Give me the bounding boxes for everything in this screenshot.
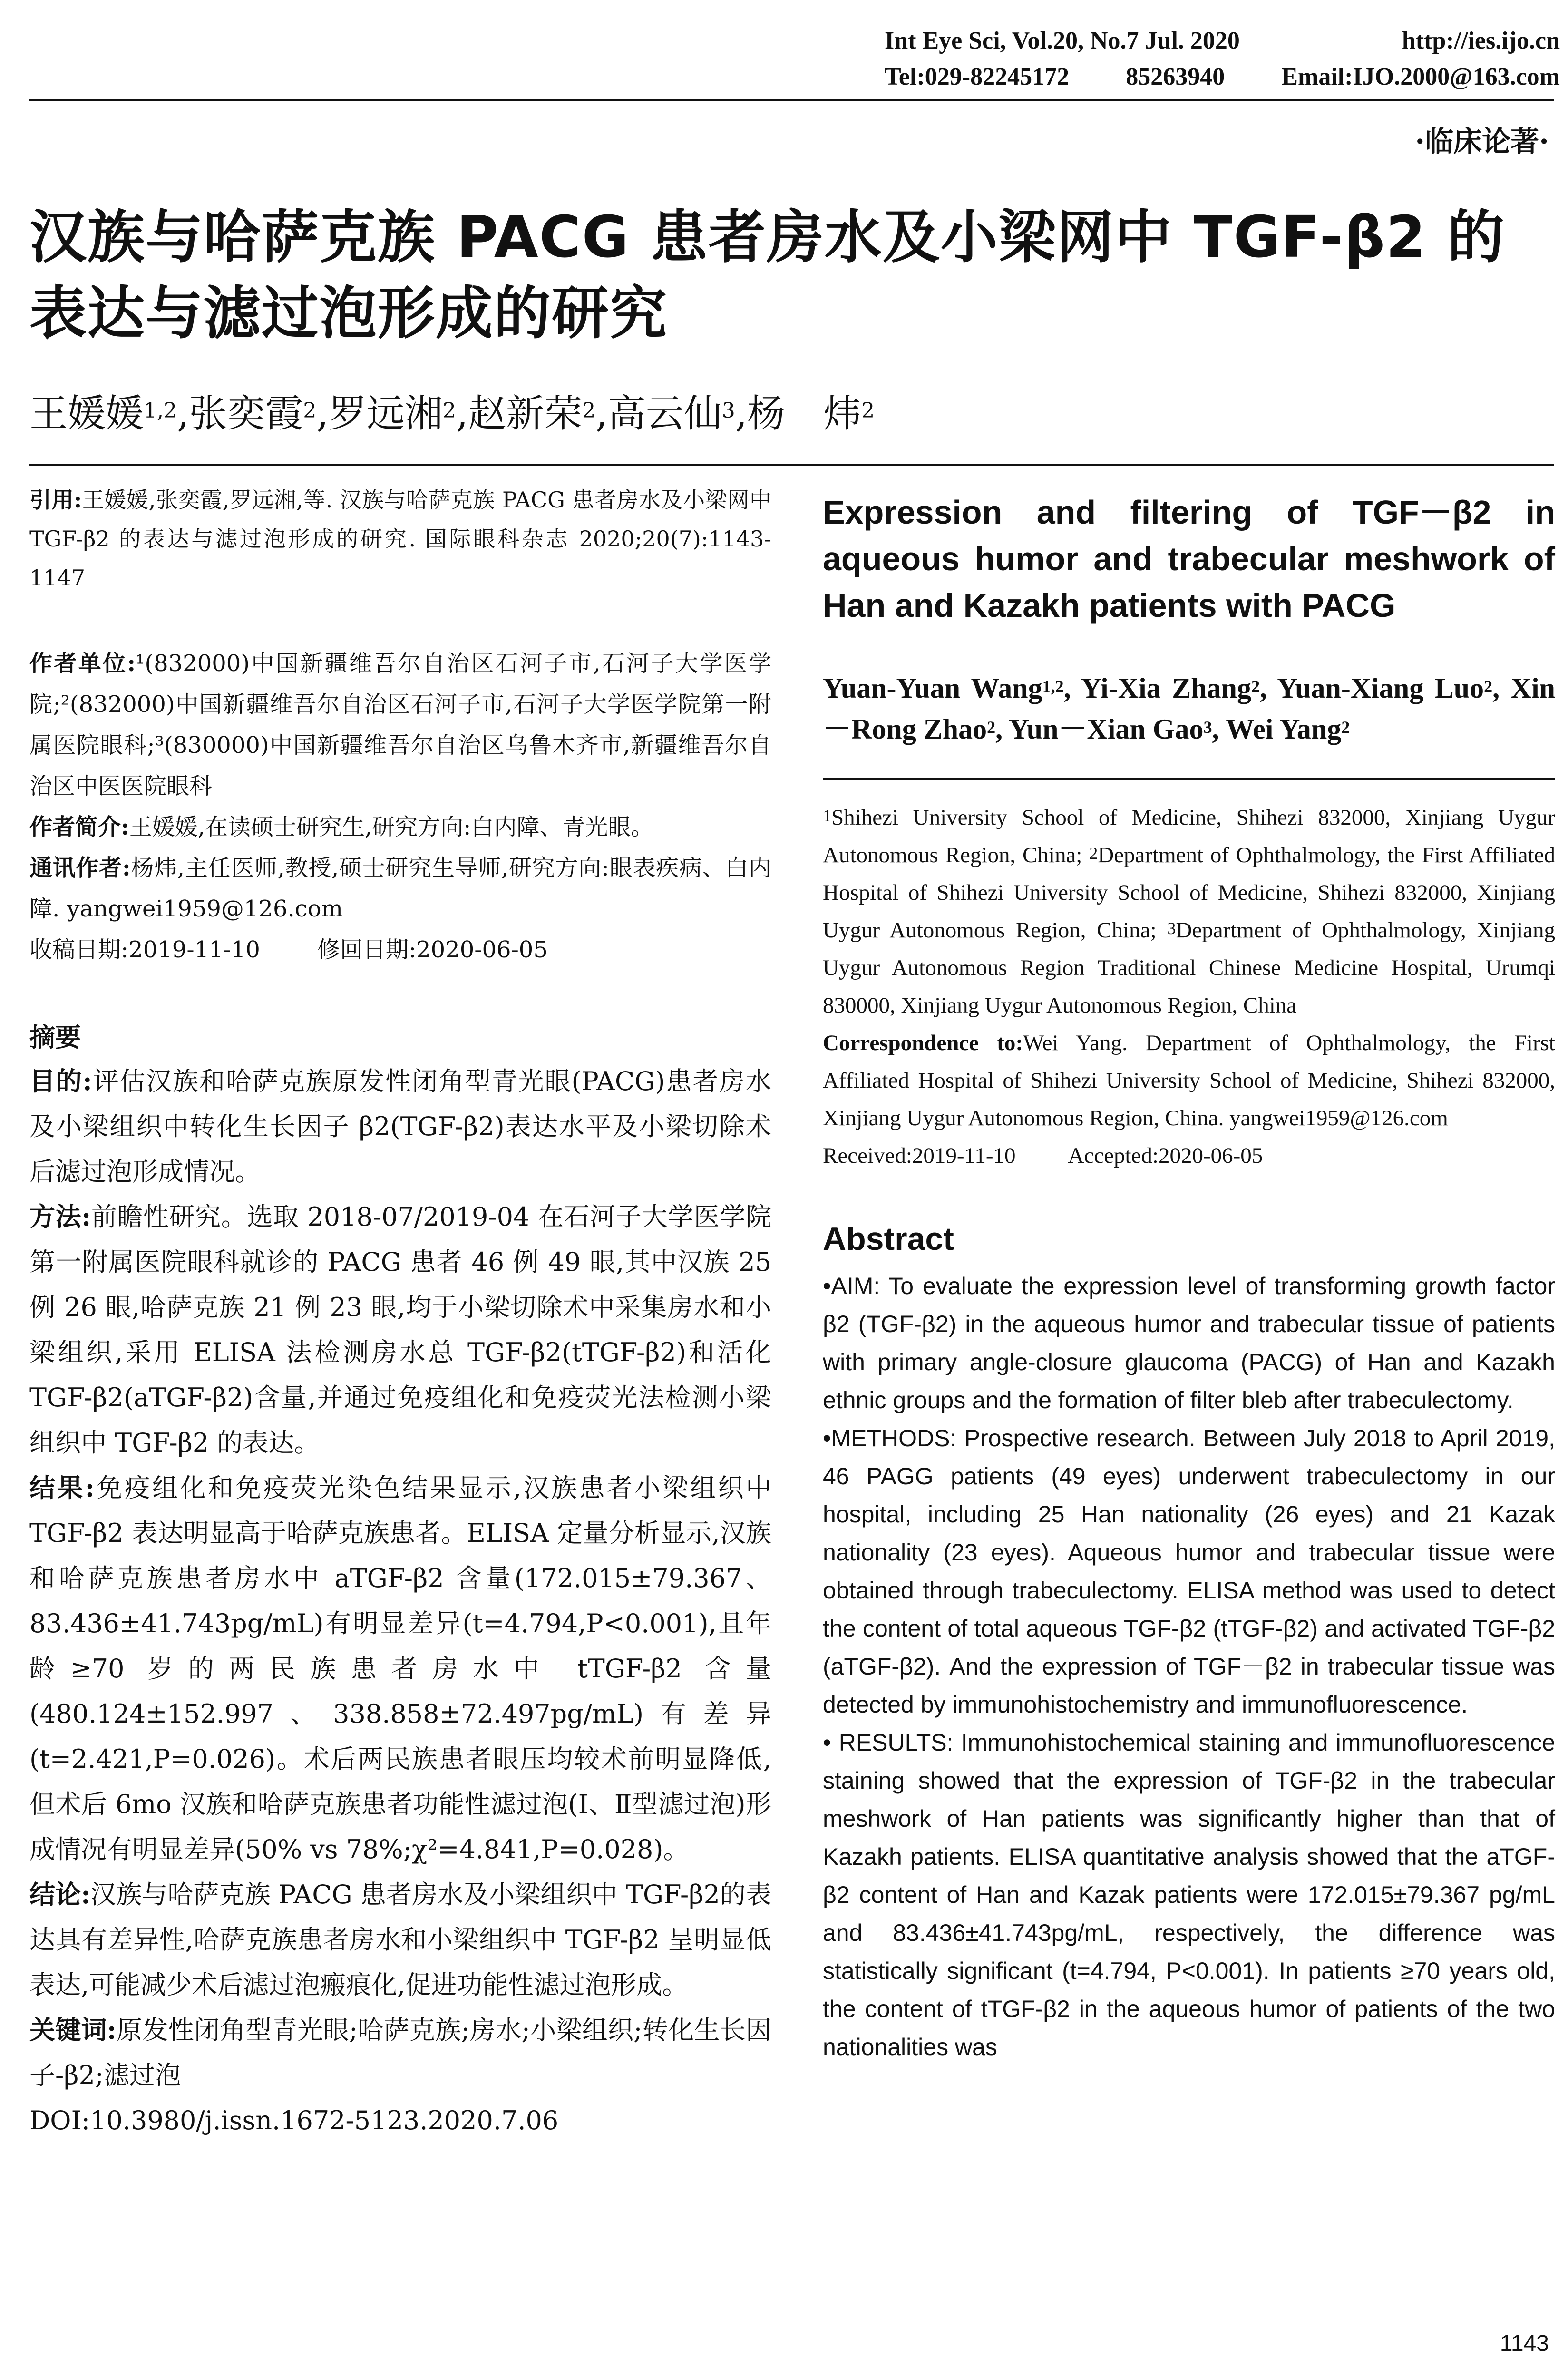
- dates-english: [823, 1137, 1555, 1175]
- author-name: 杨 炜: [747, 391, 862, 436]
- author-affil-mark: 2: [582, 399, 596, 423]
- citation-label: 引用:: [29, 487, 82, 513]
- author-affil-mark: 1,2: [144, 399, 177, 423]
- journal-url[interactable]: http://ies.ijo.cn: [1402, 27, 1560, 54]
- abstract-methods-cn: [29, 1194, 771, 1465]
- methods-label-cn: 方法:: [29, 1201, 91, 1232]
- citation-text: 王媛媛,张奕霞,罗远湘,等. 汉族与哈萨克族 PACG 患者房水及小梁网中 TGF-β2 的表达与滤过泡形成的研究. 国际眼科杂志 2020;20(7):1143-1147: [29, 487, 771, 591]
- author-affil-mark: 2: [442, 399, 456, 423]
- section-label: ·临床论著·: [1415, 125, 1549, 158]
- page-number: 1143: [1500, 2331, 1549, 2356]
- keywords-label-cn: 关键词:: [29, 2015, 117, 2045]
- author-name-en: Yuan-Yuan Wang: [823, 672, 1042, 704]
- title-english: Expression and filtering of TGF－β2 in aqueous humor and trabecular meshwork of Han and Kazakh patients with PACG: [823, 494, 1555, 624]
- correspondence-text: 杨炜,主任医师,教授,硕士研究生导师,研究方向:眼表疾病、白内障. yangwei1959@126.com: [29, 855, 771, 922]
- methods-label-en: •METHODS:: [823, 1425, 957, 1452]
- abstract-conclusion-cn: [29, 1872, 771, 2007]
- conclusion-text-cn: 汉族与哈萨克族 PACG 患者房水及小梁组织中 TGF-β2的表达具有差异性,哈萨克族患者房水和小梁组织中 TGF-β2 呈明显低表达,可能减少术后滤过泡瘢痕化,促进功能性滤过泡形成。: [29, 1880, 771, 2000]
- author-affil-mark: 2: [861, 399, 875, 423]
- author-name-en: Wei Yang: [1226, 713, 1342, 745]
- results-text-cn: 免疫组化和免疫荧光染色结果显示,汉族患者小梁组织中 TGF-β2 表达明显高于哈萨克族患者。ELISA 定量分析显示,汉族和哈萨克族患者房水中 aTGF-β2 含量(172.015±79.367、83.436±41.743pg/mL)有明显差异(t=4.794,P<0.001),且年龄≥70 岁的两民族患者房水中 tTGF-β2 含量(480.124±152.997、338.858±72.497pg/mL)有差异(t=2.421,P=0.026)。术后两民族患者眼压均较术前明显降低,但术后 6mo 汉族和哈萨克族患者功能性滤过泡(Ⅰ、Ⅱ型滤过泡)形成情况有明显差异(50% vs 78%;χ²=4.841,P=0.028)。: [29, 1473, 771, 1864]
- author-affil-mark-en: 2: [1341, 718, 1350, 737]
- affiliation-block: [29, 643, 771, 807]
- journal-tel2: 85263940: [1126, 63, 1225, 90]
- dates-row: [29, 929, 771, 970]
- author-name: 王媛媛: [29, 391, 144, 436]
- methods-text-cn: 前瞻性研究。选取 2018-07/2019-04 在石河子大学医学院第一附属医院眼科就诊的 PACG 患者 46 例 49 眼,其中汉族 25 例 26 眼,哈萨克族 21 例 23 眼,均于小梁切除术中采集房水和小梁组织,采用 ELISA 法检测房水总 TGF-β2(tTGF-β2)和活化 TGF-β2(aTGF-β2)含量,并通过免疫组化和免疫荧光法检测小梁组织中 TGF-β2 的表达。: [29, 1202, 771, 1458]
- author-name: 张奕霞: [189, 391, 303, 436]
- header-divider: [29, 99, 1554, 101]
- author-name-en: Yi-Xia Zhang: [1081, 672, 1251, 704]
- journal-header: [885, 23, 1560, 95]
- correspondence-english: [823, 1024, 1555, 1137]
- revised-date: 修回日期:2020-06-05: [317, 936, 548, 963]
- right-divider: [823, 778, 1555, 780]
- author-affil-mark: 2: [303, 399, 317, 423]
- affiliation-1-en: Shihezi University School of Medicine, Shihezi 832000, Xinjiang Uygur Autonomous Region, China;: [823, 805, 1555, 867]
- correspondence-label: 通讯作者:: [29, 855, 131, 881]
- journal-email[interactable]: Email:IJO.2000@163.com: [1281, 63, 1560, 90]
- right-column: [823, 480, 1555, 2066]
- aim-label-en: •AIM:: [823, 1273, 880, 1299]
- abstract-results-cn: [29, 1465, 771, 1872]
- affiliation-text: ¹(832000)中国新疆维吾尔自治区石河子市,石河子大学医学院;²(832000)中国新疆维吾尔自治区石河子市,石河子大学医学院第一附属医院眼科;³(830000)中国新疆维吾尔自治区乌鲁木齐市,新疆维吾尔自治区中医医院眼科: [29, 650, 771, 799]
- received-date: 收稿日期:2019-11-10: [29, 936, 260, 963]
- author-name-en: Xin－Rong Zhao: [823, 672, 1556, 745]
- journal-tel: Tel:029-82245172: [885, 63, 1070, 90]
- aim-label-cn: 目的:: [29, 1066, 92, 1096]
- author-affil-mark-en: 1,2: [1042, 677, 1064, 696]
- author-affil-mark-en: 2: [1484, 677, 1493, 696]
- journal-citation: Int Eye Sci, Vol.20, No.7 Jul. 2020: [885, 27, 1240, 54]
- correspondence-text-en: Wei Yang. Department of Ophthalmology, the First Affiliated Hospital of Shihezi University School of Medicine, Shihezi 832000, Xinjiang Uygur Autonomous Region, China. yangwei1959@126.com: [823, 1031, 1555, 1130]
- affiliation-label: 作者单位:: [29, 650, 136, 677]
- author-affil-mark-en: 2: [1251, 677, 1260, 696]
- results-label-cn: 结果:: [29, 1472, 95, 1503]
- bio-block: [29, 807, 771, 848]
- left-column: [29, 480, 771, 2143]
- abstract-aim-cn: [29, 1059, 771, 1194]
- author-affil-mark: 3: [721, 399, 735, 423]
- author-affil-mark-en: 2: [987, 718, 996, 737]
- title-chinese-line2: 表达与滤过泡形成的研究: [29, 281, 668, 347]
- author-name: 高云仙: [607, 391, 722, 436]
- affiliations-english: $^1$Shihezi University School of Medicine, Shihezi 832000, Xinjiang Uygur Autonomous Region, China; $^2$Department of Ophthalmology, the First Affiliated Hospital of Shihezi University School of Medicine, Shihezi 832000, Xinjiang Uygur Autonomous Region, China; $^3$Department of Ophthalmology, Xinjiang Uygur Autonomous Region Traditional Chinese Medicine Hospital, Urumqi 830000, Xinjiang Uygur Autonomous Region, China: [823, 805, 1556, 1018]
- doi[interactable]: DOI:10.3980/j.issn.1672-5123.2020.7.06: [29, 2105, 559, 2135]
- conclusion-label-cn: 结论:: [29, 1879, 91, 1909]
- title-chinese-line1: 汉族与哈萨克族 PACG 患者房水及小梁网中 TGF-β2 的: [29, 205, 1506, 271]
- author-affil-mark-en: 3: [1203, 718, 1212, 737]
- results-text-en: Immunohistochemical staining and immunofluorescence staining showed that the expression of TGF-β2 in the trabecular meshwork of Han patients was significantly higher than that of Kazakh patients. ELISA quantitative analysis showed that the aTGF-β2 content of Han and Kazak patients were 172.015±79.367 pg/mL and 83.436±41.743pg/mL, respectively, the difference was statistically significant (t=4.794, P<0.001). In patients ≥70 years old, the content of tTGF-β2 in the aqueous humor of patients of the two nationalities was: [823, 1729, 1555, 2060]
- bio-label: 作者简介:: [29, 814, 129, 840]
- title-chinese: [29, 200, 1551, 352]
- authors-english: Yuan-Yuan Wang$^{1,2}$, Yi-Xia Zhang$^2$, Yuan-Xiang Luo$^2$, Xin－Rong Zhao$^2$, Yun－Xian Gao$^3$, Wei Yang$^2$: [823, 672, 1556, 745]
- author-name: 赵新荣: [468, 391, 583, 436]
- authors-divider: [29, 464, 1554, 466]
- authors-chinese: 王媛媛$^{1,2}$,张奕霞$^2$,罗远湘$^2$,赵新荣$^2$,高云仙$^3$,杨 炜$^2$: [29, 391, 875, 436]
- citation-block: [29, 480, 771, 597]
- affiliation-3-en: Department of Ophthalmology, Xinjiang Uygur Autonomous Region Traditional Chinese Medicine Hospital, Urumqi 830000, Xinjiang Uygur Autonomous Region, China: [823, 918, 1555, 1018]
- keywords-cn: [29, 2007, 771, 2098]
- keywords-text-cn: 原发性闭角型青光眼;哈萨克族;房水;小梁组织;转化生长因子-β2;滤过泡: [29, 2015, 771, 2090]
- abstract-heading-en: Abstract: [823, 1221, 954, 1257]
- correspondence-label-en: Correspondence to:: [823, 1031, 1023, 1055]
- abstract-heading-cn: 摘要: [29, 1022, 81, 1052]
- author-name: 罗远湘: [328, 391, 443, 436]
- accepted-date-en: Accepted:2020-06-05: [1068, 1143, 1263, 1168]
- abstract-results-en: [823, 1724, 1555, 2066]
- correspondence-block: [29, 848, 771, 929]
- aim-text-cn: 评估汉族和哈萨克族原发性闭角型青光眼(PACG)患者房水及小梁组织中转化生长因子 β2(TGF-β2)表达水平及小梁切除术后滤过泡形成情况。: [29, 1066, 771, 1187]
- author-name-en: Yun－Xian Gao: [1008, 713, 1204, 745]
- affiliation-2-en: Department of Ophthalmology, the First Affiliated Hospital of Shihezi University School of Medicine, Shihezi 832000, Xinjiang Uygur Autonomous Region, China;: [823, 843, 1556, 943]
- received-date-en: Received:2019-11-10: [823, 1143, 1016, 1168]
- abstract-methods-en: [823, 1419, 1555, 1724]
- bio-text: 王媛媛,在读硕士研究生,研究方向:白内障、青光眼。: [129, 814, 654, 840]
- aim-text-en: To evaluate the expression level of transforming growth factor β2 (TGF-β2) in the aqueous humor and trabecular tissue of patients with primary angle-closure glaucoma (PACG) of Han and Kazakh ethnic groups and the formation of filter bleb after trabeculectomy.: [823, 1273, 1555, 1413]
- results-label-en: • RESULTS:: [823, 1729, 954, 1756]
- author-name-en: Yuan-Xiang Luo: [1277, 672, 1484, 704]
- abstract-aim-en: [823, 1267, 1555, 1419]
- methods-text-en: Prospective research. Between July 2018 to April 2019, 46 PAGG patients (49 eyes) underwent trabeculectomy in our hospital, including 25 Han nationality (26 eyes) and 21 Kazak nationality (23 eyes). Aqueous humor and trabecular tissue were obtained through trabeculectomy. ELISA method was used to detect the content of total aqueous TGF-β2 (tTGF-β2) and activated TGF-β2 (aTGF-β2). And the expression of TGF－β2 in trabecular tissue was detected by immunohistochemistry and immunofluorescence.: [823, 1425, 1555, 1718]
